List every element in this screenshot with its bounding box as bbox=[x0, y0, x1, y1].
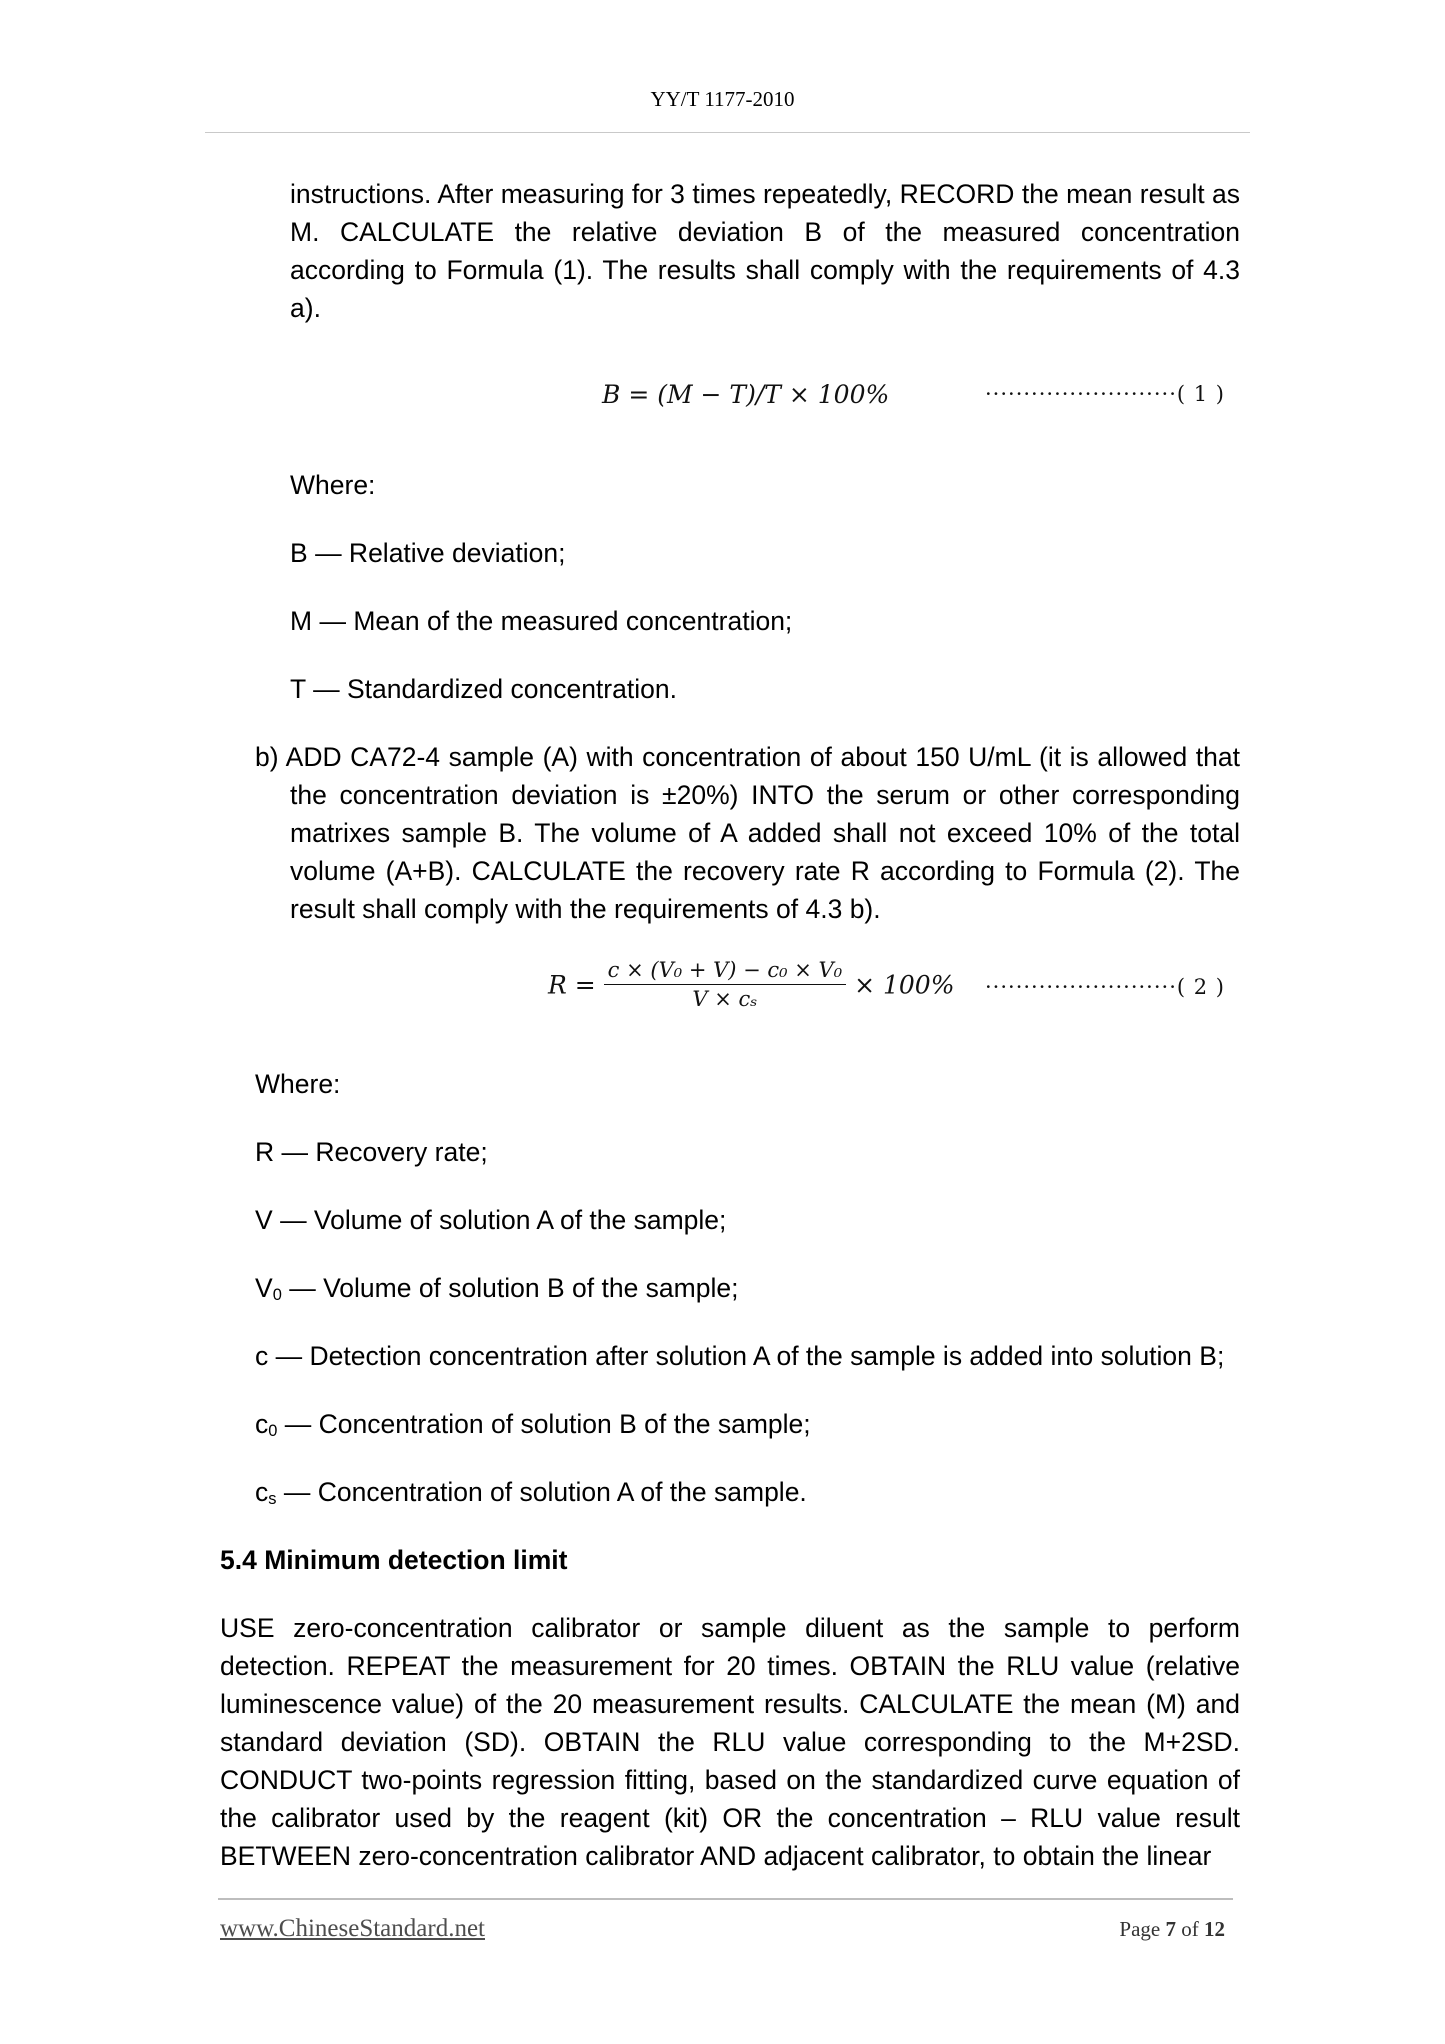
header-divider bbox=[205, 132, 1250, 133]
definition-text: — Volume of solution A of the sample; bbox=[280, 1205, 727, 1235]
definition-text: — Recovery rate; bbox=[281, 1137, 488, 1167]
page-of: of bbox=[1176, 1917, 1204, 1941]
formula-2-fraction bbox=[604, 957, 846, 1013]
section-heading: 5.4 Minimum detection limit bbox=[220, 1545, 568, 1575]
list-item-b: b) ADD CA72-4 sample (A) with concentration of about 150 U/mL (it is allowed that the concentration deviation is ±20%) INTO the serum or other corresponding matrixes sample B. The volume of A added shall not exceed 10% of the total volume (A+B). CALCULATE the recovery rate R according to Formula (2). The result shall comply with the requirements of 4.3 b). bbox=[255, 742, 1240, 924]
definition-c0 bbox=[255, 1405, 811, 1450]
formula-1 bbox=[602, 380, 889, 409]
formula-1-number: ·························( 1 ) bbox=[985, 382, 1225, 406]
definition-r bbox=[255, 1133, 488, 1171]
page-total: 12 bbox=[1204, 1917, 1225, 1941]
formula-2-denominator: V × cₛ bbox=[692, 987, 758, 1011]
formula-1-rhs: = (M − T)/T × 100% bbox=[628, 380, 890, 409]
section-paragraph: USE zero-concentration calibrator or sample diluent as the sample to perform detection. REPEAT the measurement for 20 times. OBTAIN the RLU value (relative luminescence value) of the 20 measurement results. CALCULATE the mean (M) and standard deviation (SD). OBTAIN the RLU value corresponding to the M+2SD. CONDUCT two-points regression fitting, based on the standardized curve equation of the calibrator used by the reagent (kit) OR the concentration – RLU value result BETWEEN zero-concentration calibrator AND adjacent calibrator, to obtain the linear bbox=[220, 1613, 1240, 1871]
footer-divider bbox=[218, 1898, 1233, 1900]
definition-text: — Relative deviation; bbox=[315, 538, 566, 568]
definition-c bbox=[255, 1337, 1224, 1375]
definition-t bbox=[290, 670, 677, 708]
subscript: s bbox=[268, 1490, 277, 1508]
definition-symbol: $c_0$ bbox=[255, 1409, 278, 1440]
definition-text: — Volume of solution B of the sample; bbox=[289, 1273, 739, 1303]
definition-text: — Concentration of solution A of the sample. bbox=[283, 1477, 807, 1507]
definition-cs bbox=[255, 1473, 807, 1518]
page-prefix: Page bbox=[1119, 1917, 1166, 1941]
definition-symbol: $V_0$ bbox=[255, 1273, 282, 1304]
formula-1-lhs: B bbox=[602, 380, 621, 409]
formula-2-number: ·························( 2 ) bbox=[985, 975, 1225, 999]
definition-symbol: V bbox=[255, 1205, 273, 1235]
continuation-paragraph: instructions. After measuring for 3 times repeatedly, RECORD the mean result as M. CALCULATE the relative deviation B of the measured concentration according to Formula (1). The results shall comply with the requirements of 4.3 a). bbox=[290, 179, 1240, 323]
definition-text: — Detection concentration after solution A of the sample is added into solution B; bbox=[275, 1341, 1225, 1371]
formula-2-tail: × 100% bbox=[854, 970, 955, 1000]
page-number bbox=[1119, 1917, 1225, 1942]
where-label-1: Where: bbox=[290, 470, 376, 500]
definition-v bbox=[255, 1201, 726, 1239]
definition-symbol: B bbox=[290, 538, 308, 568]
formula-2-lhs: R = bbox=[548, 970, 596, 1000]
page-current: 7 bbox=[1165, 1917, 1176, 1941]
definition-symbol: $c_s$ bbox=[255, 1477, 277, 1508]
definition-symbol: R bbox=[255, 1137, 275, 1167]
website-link[interactable]: www.ChineseStandard.net bbox=[220, 1915, 485, 1942]
subscript: 0 bbox=[272, 1286, 282, 1304]
subscript: 0 bbox=[268, 1422, 278, 1440]
where-label-2: Where: bbox=[255, 1069, 341, 1099]
definition-symbol: M bbox=[290, 606, 313, 636]
definition-v0 bbox=[255, 1269, 738, 1314]
formula-2-numerator: c × (V₀ + V) − c₀ × V₀ bbox=[604, 957, 846, 985]
definition-text: — Concentration of solution B of the sample; bbox=[284, 1409, 811, 1439]
formula-2 bbox=[548, 957, 954, 1013]
definition-text: — Standardized concentration. bbox=[313, 674, 677, 704]
definition-b bbox=[290, 534, 565, 572]
document-id-header: YY/T 1177-2010 bbox=[650, 87, 795, 111]
definition-text: — Mean of the measured concentration; bbox=[319, 606, 793, 636]
definition-symbol: T bbox=[290, 674, 306, 704]
definition-symbol: c bbox=[255, 1341, 269, 1371]
definition-m bbox=[290, 602, 792, 640]
